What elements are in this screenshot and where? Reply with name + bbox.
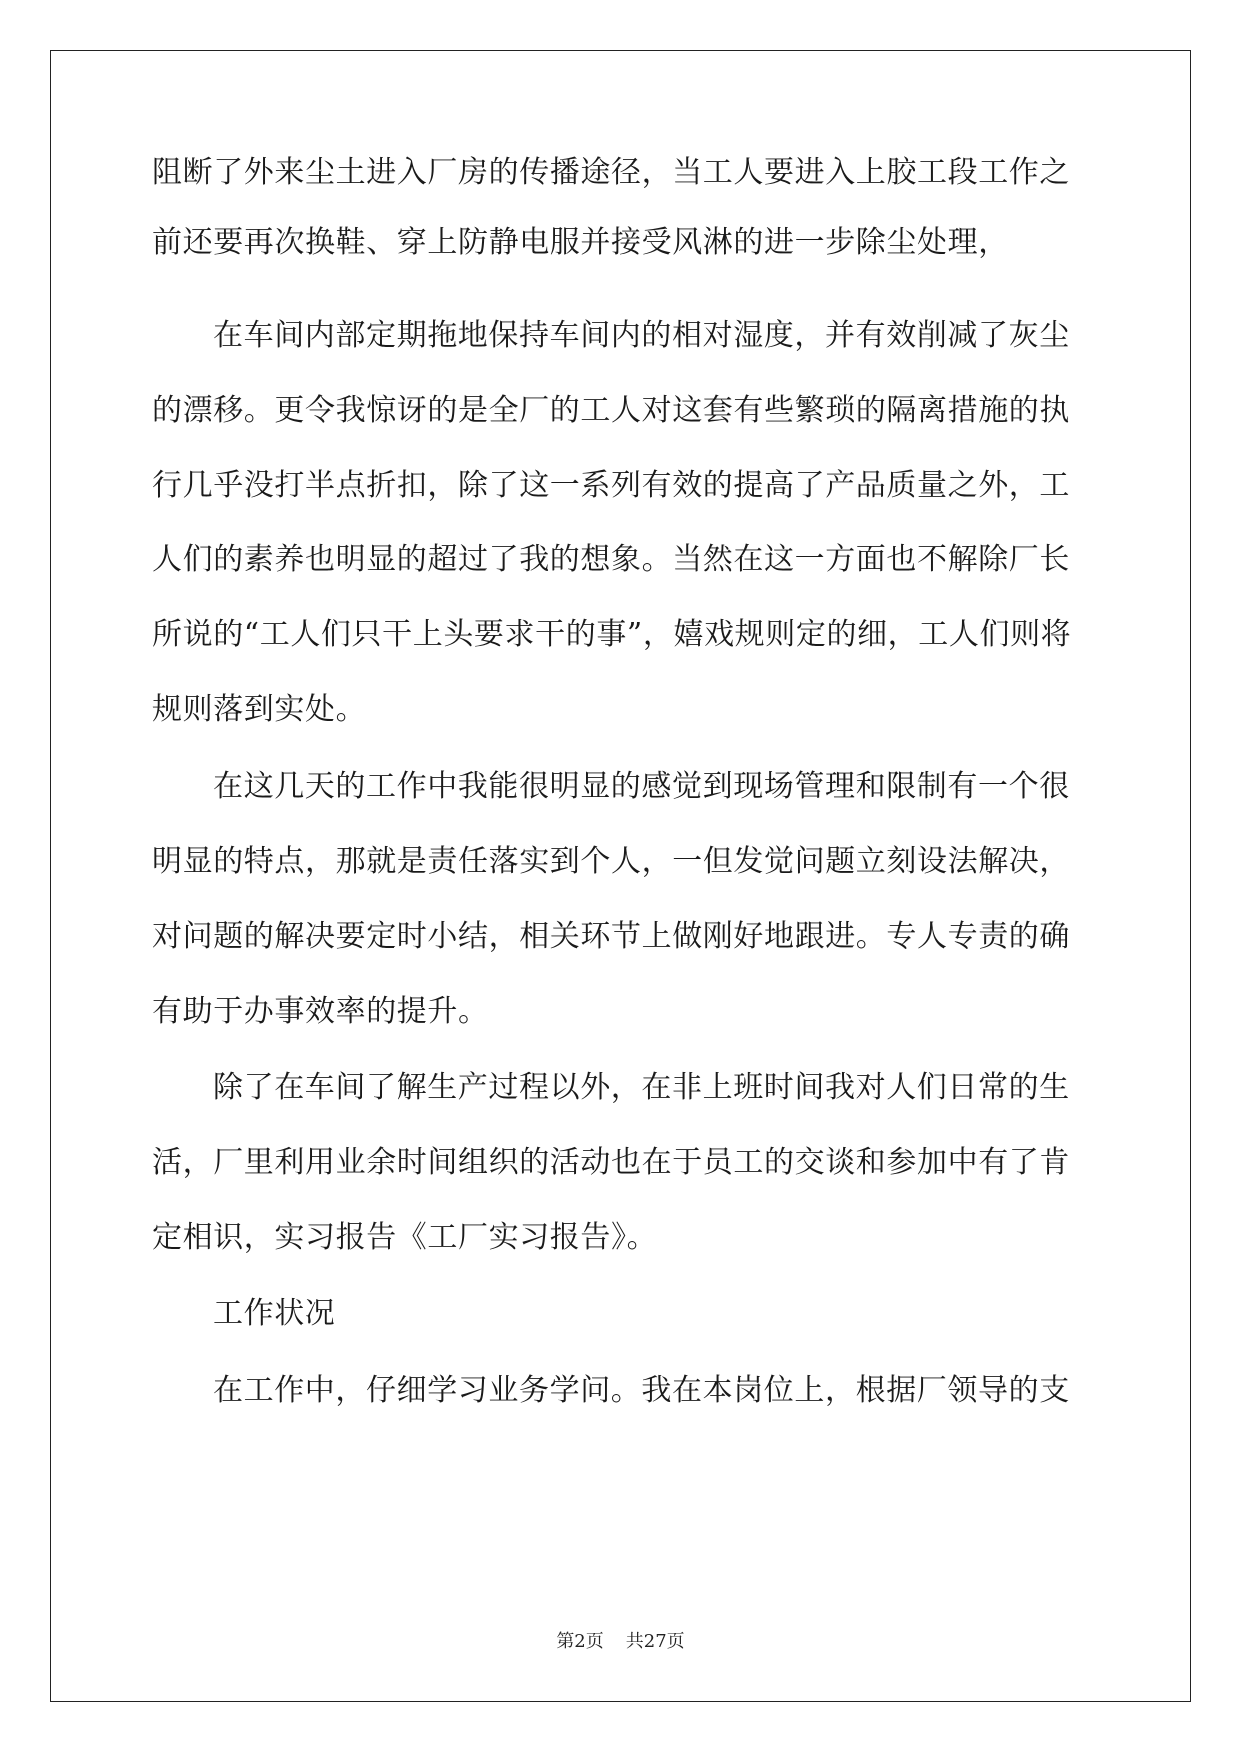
text-line: 人们的素养也明显的超过了我的想象。当然在这一方面也不解除厂长 (152, 542, 1070, 577)
text-line: 明显的特点，那就是责任落实到个人，一但发觉问题立刻设法解决， (152, 844, 1070, 879)
text-line: 所说的“工人们只干上头要求干的事”，嬉戏规则定的细，工人们则将 (152, 617, 1072, 652)
paragraph-start-line: 在这几天的工作中我能很明显的感觉到现场管理和限制有一个很 (213, 769, 1070, 804)
text-line: 活，厂里利用业余时间组织的活动也在于员工的交谈和参加中有了肯 (152, 1145, 1070, 1180)
text-line: 行几乎没打半点折扣，除了这一系列有效的提高了产品质量之外，工 (152, 468, 1070, 503)
paragraph-start-line: 除了在车间了解生产过程以外，在非上班时间我对人们日常的生 (213, 1070, 1070, 1105)
page-total: 共27页 (625, 1631, 685, 1652)
text-line: 前还要再次换鞋、穿上防静电服并接受风淋的进一步除尘处理， (152, 225, 1009, 260)
text-line: 阻断了外来尘土进入厂房的传播途径，当工人要进入上胶工段工作之 (152, 155, 1070, 190)
page-number: 第2页 (556, 1631, 604, 1652)
section-heading: 工作状况 (213, 1296, 336, 1331)
page-footer (0, 1630, 1241, 1654)
text-line: 的漂移。更令我惊讶的是全厂的工人对这套有些繁琐的隔离措施的执 (152, 393, 1070, 428)
paragraph-start-line: 在工作中，仔细学习业务学问。我在本岗位上，根据厂领导的支 (213, 1373, 1070, 1408)
text-line: 定相识，实习报告《工厂实习报告》。 (152, 1220, 658, 1255)
text-line: 对问题的解决要定时小结，相关环节上做刚好地跟进。专人专责的确 (152, 919, 1070, 954)
text-line: 规则落到实处。 (152, 692, 367, 727)
text-line: 有助于办事效率的提升。 (152, 994, 489, 1029)
paragraph-start-line: 在车间内部定期拖地保持车间内的相对湿度，并有效削减了灰尘 (213, 318, 1070, 353)
